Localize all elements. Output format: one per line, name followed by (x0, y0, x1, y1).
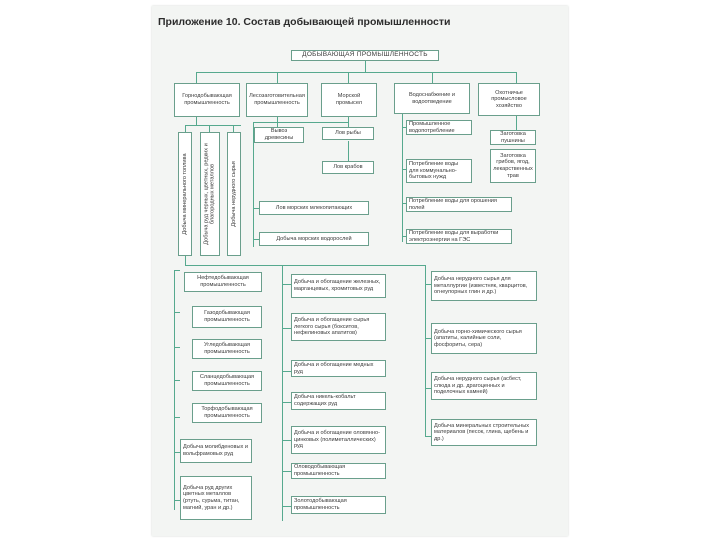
connector (185, 265, 425, 266)
water-industrial: Промышленное водопотребление (406, 120, 472, 135)
fuel-peat: Торфодобывающая промышленность (192, 403, 262, 423)
water-irrigation: Потребление воды для орошения полей (406, 197, 512, 212)
connector (365, 60, 366, 72)
hunting-herbs: Заготовка грибов, ягод, лекарственных трав (490, 149, 536, 183)
nonmetal-chemical: Добыча горно-химического сырья (апатиты, калийные соли, фосфориты, сера) (431, 323, 537, 354)
sea-algae: Добыча морских водорослей (259, 232, 369, 246)
sea-fish: Лов рыбы (322, 127, 374, 140)
connector (277, 72, 278, 83)
sea-mammals: Лов морских млекопитающих (259, 201, 369, 215)
mining-sub-label: Добыча руд черных, цветных, редких и благородных металлов (203, 143, 216, 245)
connector (282, 471, 291, 472)
ores-molybdenum: Добыча молибденовых и вольфрамовых руд (180, 439, 252, 463)
connector (209, 125, 210, 132)
connector (432, 72, 433, 83)
ores-other: Добыча руд других цветных металлов (ртуть, сурьма, титан, магний, уран и др.) (180, 476, 252, 520)
connector (348, 72, 349, 83)
mining-sub-ores (200, 132, 220, 256)
connector (282, 265, 283, 521)
industry-structure-diagram (152, 36, 568, 536)
metals-copper: Добыча и обогащение медных руд (291, 360, 386, 377)
metals-tin: Оловодобывающая промышленность (291, 463, 386, 479)
connector (282, 328, 291, 329)
mining-sub-fuel (178, 132, 192, 256)
nonmetal-metallurgy: Добыча нерудного сырья для металлургии (известняк, кварцитов, огнеупорных глин и др.) (431, 271, 537, 301)
metals-polymetal: Добыча и обогащение оловянно-цинковых (полиметаллических) руд (291, 426, 386, 454)
sea-crabs: Лов крабов (322, 161, 374, 174)
document-page (152, 6, 568, 536)
fuel-coal: Угледобывающая промышленность (192, 339, 262, 359)
connector (174, 380, 180, 381)
branch-forestry: Лесозаготовительная промышленность (246, 83, 308, 117)
nonmetal-stones: Добыча нерудного сырья (асбест, слюда и др. драгоценных и поделочных камней) (431, 372, 537, 400)
connector (348, 117, 349, 127)
metals-gold: Золотодобывающая промышленность (291, 496, 386, 514)
hunting-fur: Заготовка пушнины (490, 130, 536, 145)
connector (174, 270, 180, 271)
water-municipal: Потребление воды для коммунально-бытовых нужд (406, 159, 472, 183)
connector (425, 265, 426, 437)
fuel-gas: Газодобывающая промышленность (192, 306, 262, 328)
connector (174, 347, 180, 348)
connector (516, 72, 517, 83)
connector (185, 125, 186, 132)
forestry-timber: Вывоз древесины (254, 127, 304, 143)
connector (282, 440, 291, 441)
connector (282, 506, 291, 507)
connector (282, 284, 291, 285)
connector (196, 72, 197, 83)
connector (282, 371, 291, 372)
connector (185, 255, 186, 265)
root-node: ДОБЫВАЮЩАЯ ПРОМЫШЛЕННОСТЬ (291, 50, 439, 61)
connector (233, 125, 234, 132)
water-hydro: Потребление воды для выработки электроэнергии на ГЭС (406, 229, 512, 244)
connector (402, 114, 403, 242)
connector (282, 402, 291, 403)
metals-iron: Добыча и обогащение железных, марганцевых, хромитовых руд (291, 274, 386, 298)
nonmetal-construction: Добыча минеральных строительных материалов (песок, глина, щебень и др.) (431, 419, 537, 446)
connector (253, 122, 348, 123)
fuel-shale: Сланцедобывающая промышленность (192, 371, 262, 391)
connector (174, 417, 180, 418)
mining-sub-label: Добыча нерудного сырья (230, 161, 237, 227)
connector (196, 72, 516, 73)
connector (174, 270, 175, 510)
fuel-oil: Нефтедобывающая промышленность (184, 272, 262, 292)
branch-water: Водоснабжение и водоотведение (394, 83, 470, 114)
mining-sub-label: Добыча минерального топлива (181, 153, 188, 235)
metals-light: Добыча и обогащение сырья легкого сырья (бокситов, нефелиновых апатитов) (291, 313, 386, 341)
branch-mining: Горнодобывающая промышленность (174, 83, 240, 117)
metals-nickel: Добыча никель-кобальт содержащих руд (291, 392, 386, 410)
connector (516, 116, 517, 130)
branch-sea: Морской промысел (321, 83, 377, 117)
branch-hunting: Охотничье промысловое хозяйство (478, 83, 540, 116)
connector (196, 117, 197, 125)
page-title: Приложение 10. Состав добывающей промышленности (158, 16, 451, 28)
connector (348, 141, 349, 161)
connector (174, 312, 180, 313)
mining-sub-nonmetal (227, 132, 241, 256)
